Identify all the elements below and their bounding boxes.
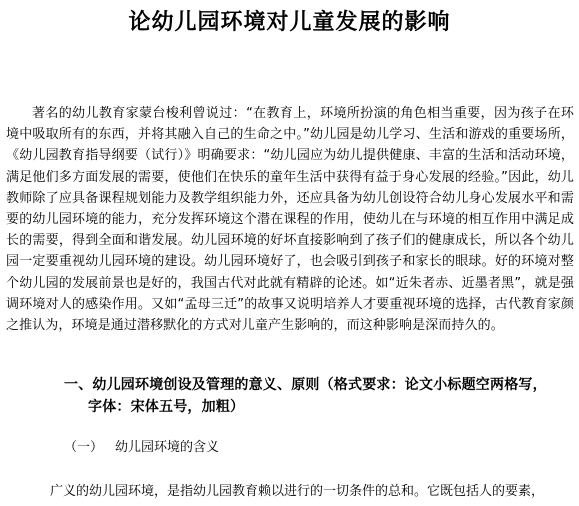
section-heading [64, 374, 564, 418]
intro-paragraph: 著名的幼儿教育家蒙台梭利曾说过：“在教育上，环境所扮演的角色相当重要，因为孩子在环境中吸取所有的东西，并将其融入自己的生命之中。”幼儿园是幼儿学习、生活和游戏的重要场所，《幼儿园教育指导纲要（试行）》明确要求：“幼儿园应为幼儿提供健康、丰富的生活和活动环境，满足他们多方面发展的需要，使他们在快乐的童年生活中获得有益于身心发展的经验。”因此，幼儿教师除了应具备课程规划能力及教学组织能力外，还应具备为幼儿创设符合幼儿身心发展水平和需要的幼儿园环境的能力，充分发挥环境这个潜在课程的作用，使幼儿在与环境的相互作用中满足成长的需要，得到全面和谐发展。幼儿园环境的好坏直接影响到了孩子们的健康成长，所以各个幼儿园一定要重视幼儿园环境的建设。幼儿园环境好了，也会吸引到孩子和家长的眼球。好的环境对整个幼儿园的发展前景也是好的，我国古代对此就有精辟的论述。如“近朱者赤、近墨者黑”，就是强调环境对人的感染作用。又如“孟母三迁”的故事又说明培养人才要重视环境的选择，古代教育家颜之推认为，环境是通过潜移默化的方式对儿童产生影响的，而这种影响是深而持久的。 [6, 106, 574, 334]
subsection-heading [64, 438, 219, 458]
subsection-number: （一） [64, 440, 104, 455]
section-heading-line1: 一、幼儿园环境创设及管理的意义、原则（格式要求：论文小标题空两格写， [64, 377, 547, 393]
section-heading-line2: 字体：宋体五号，加粗） [88, 399, 245, 415]
document-title: 论幼儿园环境对儿童发展的影响 [128, 10, 451, 35]
subsection-title: 幼儿园环境的含义 [115, 440, 220, 455]
tail-paragraph: 广义的幼儿园环境，是指幼儿园教育赖以进行的一切条件的总和。它既包括人的要素， [50, 484, 545, 499]
